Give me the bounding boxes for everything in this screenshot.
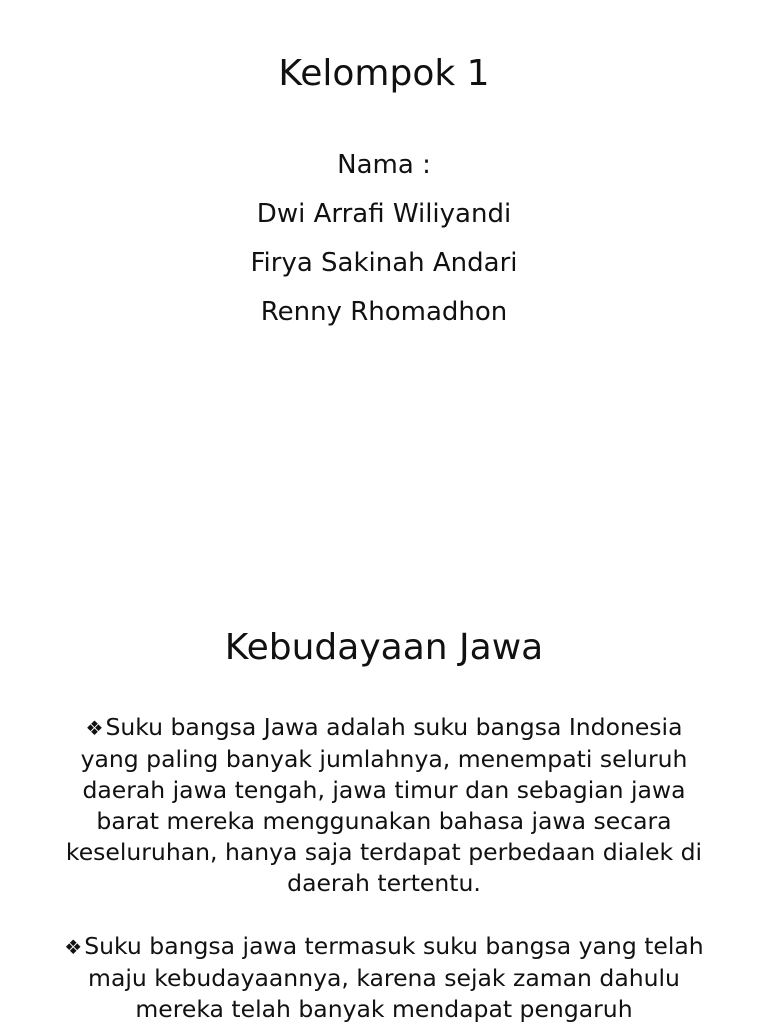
bullet-list	[56, 712, 712, 1024]
diamond-bullet-icon: ❖	[85, 716, 104, 740]
slide-title: Kelompok 1	[278, 53, 490, 94]
member-list	[0, 141, 768, 337]
bullet-text: Suku bangsa Jawa adalah suku bangsa Indonesia yang paling banyak jumlahnya, menempati seluruh daerah jawa tengah, jawa timur dan sebagian jawa barat mereka menggunakan bahasa jawa secara keseluruhan, hanya saja terdapat perbedaan dialek di daerah tertentu.	[65, 713, 703, 897]
slide-2	[0, 576, 768, 1024]
member-list-heading: Nama :	[337, 150, 431, 180]
diamond-bullet-icon: ❖	[64, 935, 83, 959]
bullet-item	[56, 712, 712, 899]
member-name: Renny Rhomadhon	[260, 297, 508, 327]
member-name: Dwi Arrafi Wiliyandi	[256, 199, 512, 229]
bullet-text: Suku bangsa jawa termasuk suku bangsa yang telah maju kebudayaannya, karena sejak zaman dahulu mereka telah banyak mendapat pengaruh	[84, 932, 704, 1023]
slide-title: Kebudayaan Jawa	[224, 627, 544, 668]
member-name: Firya Sakinah Andari	[250, 248, 518, 278]
bullet-item	[56, 931, 712, 1024]
